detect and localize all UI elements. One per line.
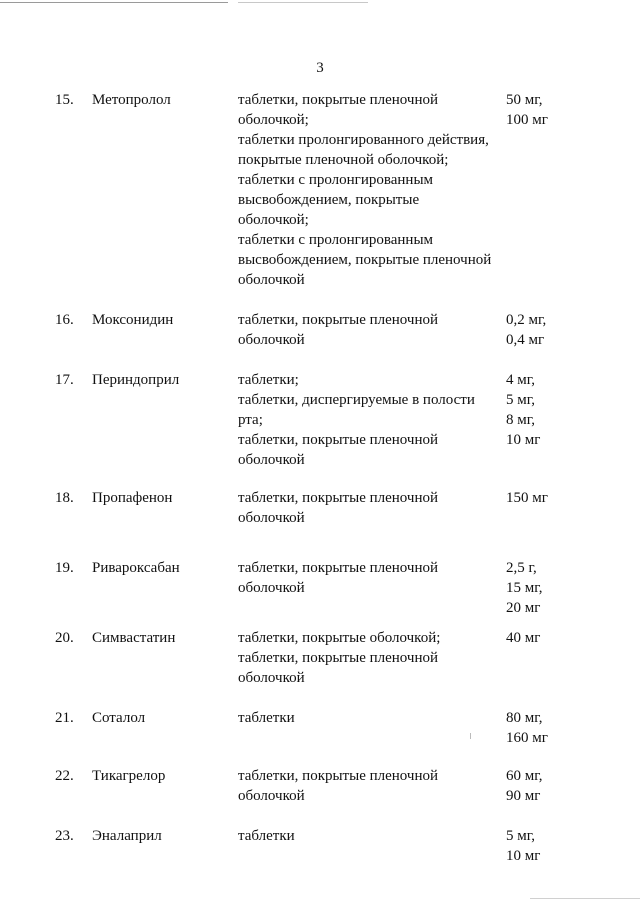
dosage-form-line: таблетки, покрытые оболочкой; — [238, 630, 441, 646]
dosage-forms — [238, 488, 500, 528]
dosage-form-line: таблетки, покрытые пленочной — [238, 432, 439, 448]
dosage-form-line: таблетки с пролонгированным — [238, 172, 434, 188]
dosages — [506, 708, 586, 748]
item-number: 15. — [55, 92, 74, 108]
dosage-forms — [238, 558, 500, 598]
dosage-form-line: высвобождением, покрытые пленочной — [238, 252, 492, 268]
dosage-form-line: оболочкой — [238, 580, 305, 596]
dosage-form-line: таблетки — [238, 828, 295, 844]
item-number: 21. — [55, 710, 74, 726]
dosage-line: 100 мг — [506, 112, 548, 128]
dosage-form-line: оболочкой; — [238, 112, 309, 128]
dosage-line: 90 мг — [506, 788, 541, 804]
dosages — [506, 370, 586, 450]
dosage-form-line: оболочкой — [238, 452, 305, 468]
dosage-forms — [238, 628, 500, 688]
dosage-line: 10 мг — [506, 432, 541, 448]
dosage-form-line: оболочкой — [238, 788, 305, 804]
dosage-form-line: оболочкой — [238, 670, 305, 686]
scan-speck — [470, 733, 471, 739]
dosage-line: 5 мг, — [506, 392, 535, 408]
dosage-forms — [238, 708, 500, 728]
dosage-line: 160 мг — [506, 730, 548, 746]
dosage-line: 0,4 мг — [506, 332, 545, 348]
dosage-line: 10 мг — [506, 848, 541, 864]
dosages — [506, 488, 586, 508]
bottom-scan-rule — [530, 898, 640, 899]
dosage-form-line: таблетки пролонгированного действия, — [238, 132, 489, 148]
dosage-form-line: рта; — [238, 412, 263, 428]
item-number: 23. — [55, 828, 74, 844]
dosage-line: 60 мг, — [506, 768, 543, 784]
dosage-form-line: покрытые пленочной оболочкой; — [238, 152, 449, 168]
dosage-form-line: таблетки, покрытые пленочной — [238, 560, 439, 576]
item-number: 17. — [55, 372, 74, 388]
item-number: 20. — [55, 630, 74, 646]
drug-name: Соталол — [92, 710, 146, 726]
dosage-forms — [238, 90, 500, 290]
dosage-form-line: оболочкой — [238, 510, 305, 526]
drug-name: Симвастатин — [92, 630, 176, 646]
top-scan-rule-faint — [238, 2, 368, 3]
dosage-form-line: таблетки, покрытые пленочной — [238, 768, 439, 784]
dosage-line: 5 мг, — [506, 828, 535, 844]
item-number: 19. — [55, 560, 74, 576]
item-number: 22. — [55, 768, 74, 784]
dosages — [506, 310, 586, 350]
dosage-line: 0,2 мг, — [506, 312, 547, 328]
dosage-form-line: оболочкой; — [238, 212, 309, 228]
top-scan-rule — [0, 2, 228, 3]
dosage-forms — [238, 766, 500, 806]
page-number: 3 — [316, 60, 324, 76]
item-number: 18. — [55, 490, 74, 506]
drug-name: Эналаприл — [92, 828, 162, 844]
dosage-form-line: таблетки с пролонгированным — [238, 232, 434, 248]
dosages — [506, 628, 586, 648]
dosage-form-line: оболочкой — [238, 272, 305, 288]
dosage-line: 15 мг, — [506, 580, 543, 596]
dosage-form-line: таблетки — [238, 710, 295, 726]
dosage-form-line: таблетки, покрытые пленочной — [238, 92, 439, 108]
dosage-form-line: таблетки, покрытые пленочной — [238, 312, 439, 328]
dosage-form-line: высвобождением, покрытые — [238, 192, 420, 208]
dosage-line: 80 мг, — [506, 710, 543, 726]
dosage-line: 40 мг — [506, 630, 541, 646]
item-number: 16. — [55, 312, 74, 328]
drug-name: Моксонидин — [92, 312, 174, 328]
dosages — [506, 90, 586, 130]
dosage-form-line: таблетки, покрытые пленочной — [238, 650, 439, 666]
drug-name: Периндоприл — [92, 372, 180, 388]
drug-name: Ривароксабан — [92, 560, 180, 576]
dosages — [506, 826, 586, 866]
dosage-form-line: таблетки, диспергируемые в полости — [238, 392, 475, 408]
dosage-form-line: таблетки, покрытые пленочной — [238, 490, 439, 506]
drug-name: Пропафенон — [92, 490, 173, 506]
dosage-form-line: таблетки; — [238, 372, 299, 388]
dosage-forms — [238, 310, 500, 350]
dosage-line: 20 мг — [506, 600, 541, 616]
dosages — [506, 766, 586, 806]
dosage-line: 2,5 г, — [506, 560, 537, 576]
dosage-forms — [238, 826, 500, 846]
dosage-forms — [238, 370, 500, 470]
dosage-line: 150 мг — [506, 490, 548, 506]
drug-name: Тикагрелор — [92, 768, 166, 784]
dosage-line: 8 мг, — [506, 412, 535, 428]
dosage-line: 4 мг, — [506, 372, 535, 388]
dosage-form-line: оболочкой — [238, 332, 305, 348]
dosage-line: 50 мг, — [506, 92, 543, 108]
drug-name: Метопролол — [92, 92, 171, 108]
dosages — [506, 558, 586, 618]
